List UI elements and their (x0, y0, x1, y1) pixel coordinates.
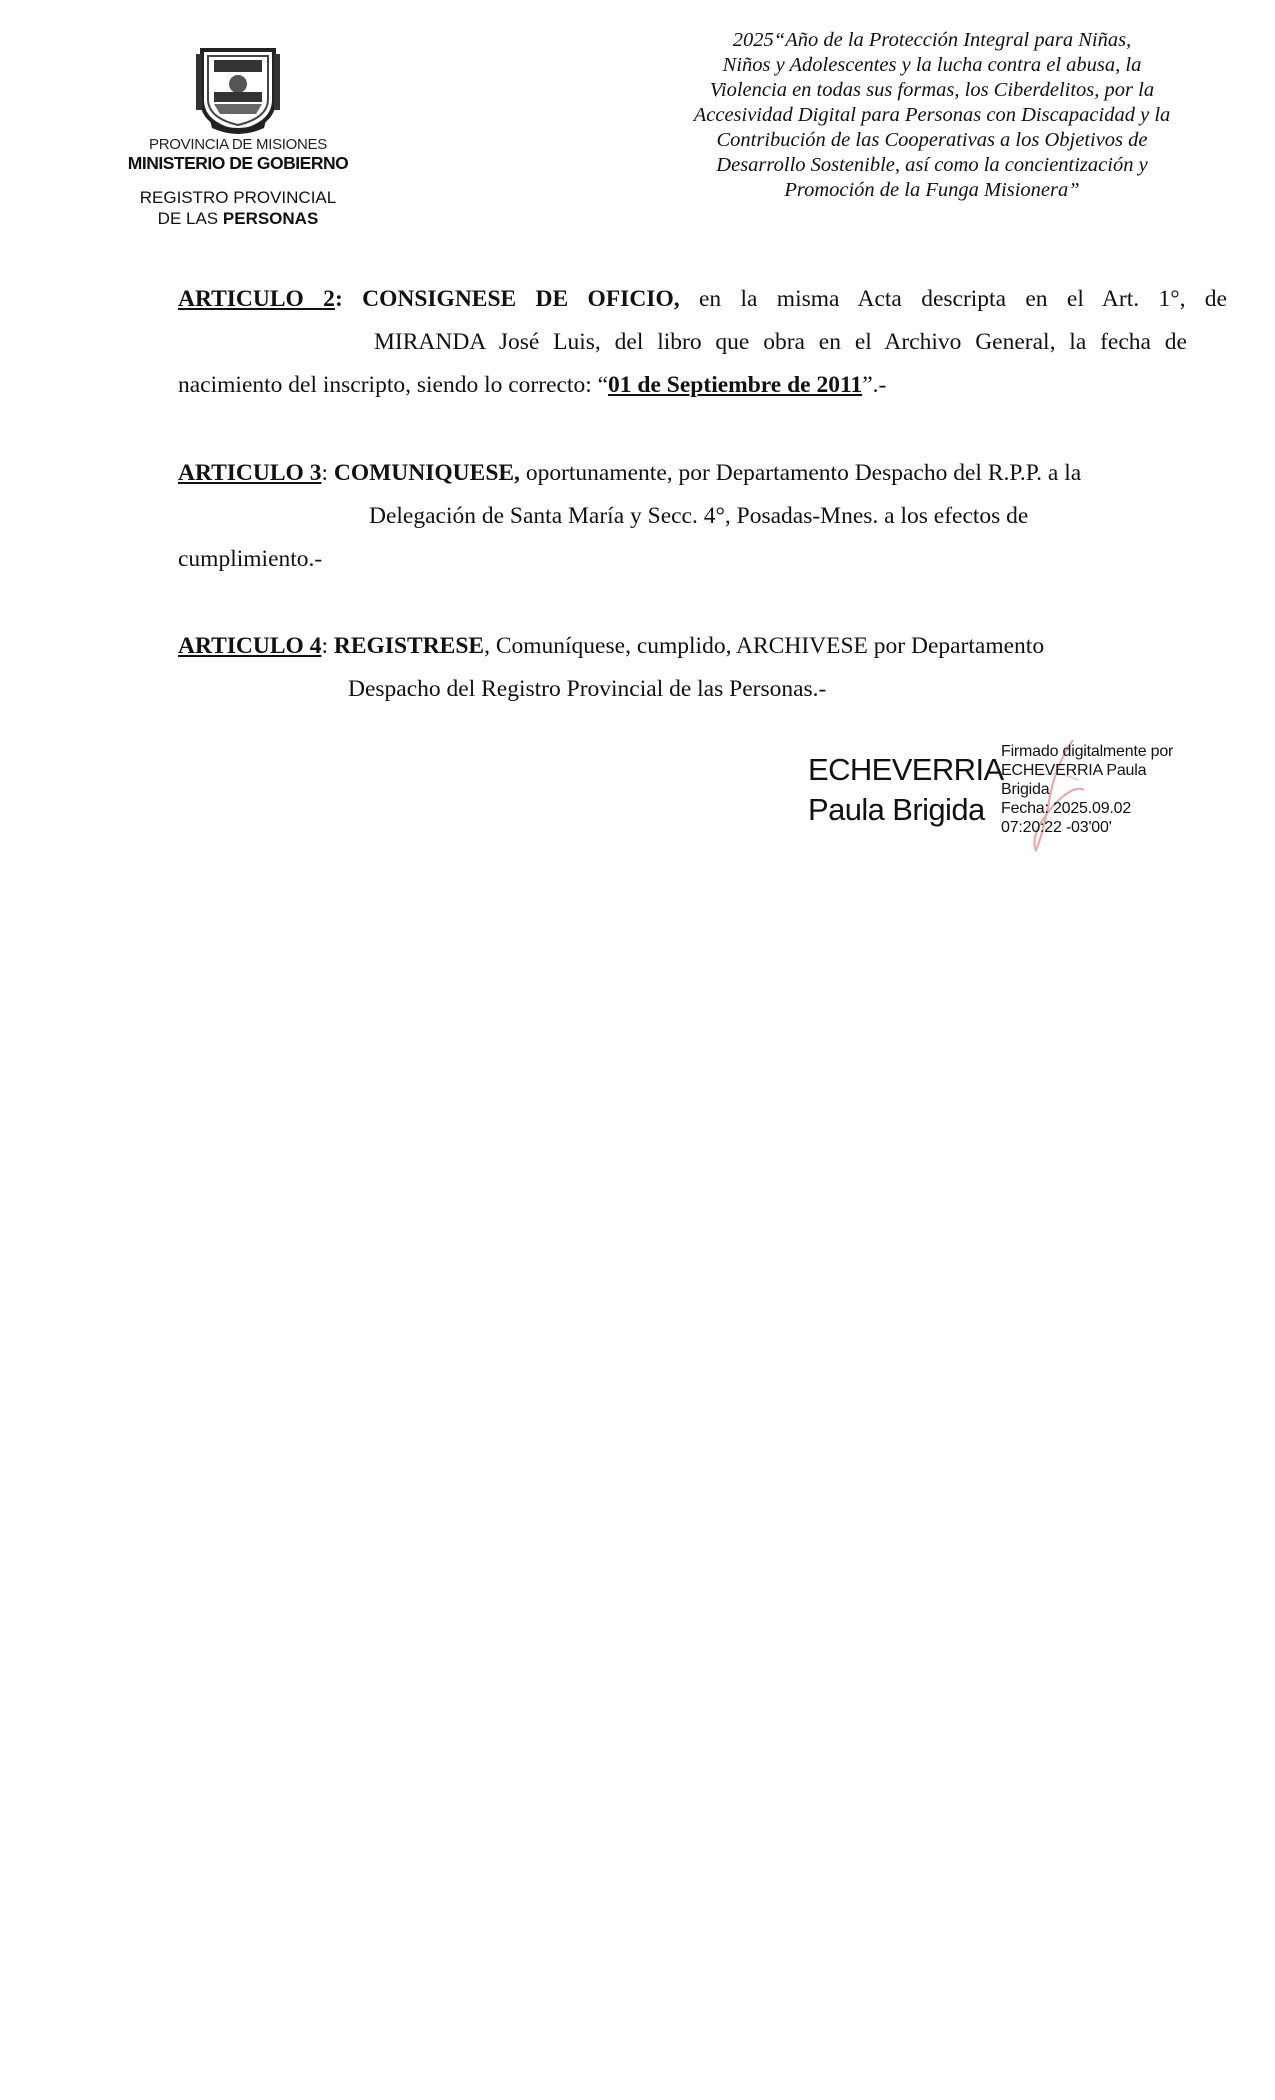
article-3-text-3: cumplimiento.- (178, 546, 323, 572)
motto-line: Accesividad Digital para Personas con Discapacidad y la (693, 104, 1171, 126)
article-4-text-2: Despacho del Registro Provincial de las Personas.- (348, 676, 827, 702)
motto-line: Desarrollo Sostenible, así como la concientización y (716, 154, 1148, 176)
article-4-bold: REGISTRESE (333, 633, 485, 659)
article-2-bold: CONSIGNESE DE OFICIO, (342, 286, 680, 312)
article-2-text: en la misma Acta descripta en el Art. 1°, de (679, 286, 1227, 312)
header-motto (672, 28, 1192, 203)
article-2-date: 01 de Septiembre de 2011 (608, 372, 863, 398)
digital-signature (808, 740, 1228, 860)
article-2-line-1 (178, 278, 1227, 321)
province-name: PROVINCIA DE MISIONES (149, 136, 327, 153)
coat-of-arms-misiones-icon (194, 44, 282, 134)
signature-detail-line: Fecha: 2025.09.02 (1001, 800, 1132, 817)
article-3-line-1 (178, 452, 1081, 495)
article-2-text-3: nacimiento del inscripto, siendo lo correcto: “ (178, 372, 609, 398)
signer-name-line-2: Paula Brigida (808, 792, 985, 827)
article-4-line-1 (178, 625, 1044, 668)
registry-name: REGISTRO PROVINCIAL (139, 188, 337, 207)
article-2-line-3 (178, 364, 886, 407)
article-2-label: ARTICULO 2 (178, 286, 335, 312)
article-4-line-2 (348, 668, 826, 711)
signer-name-line-1: ECHEVERRIA (808, 752, 1004, 787)
registry-name-2 (118, 209, 358, 229)
ministry-name: MINISTERIO DE GOBIERNO (127, 153, 349, 173)
signature-detail-line: Firmado digitalmente por (1001, 743, 1174, 760)
signature-detail-line: 07:20:22 -03'00' (1001, 819, 1112, 836)
article-3-bold: COMUNIQUESE, (333, 460, 520, 486)
motto-line: Violencia en todas sus formas, los Ciberdelitos, por la (709, 79, 1155, 101)
article-3-text: oportunamente, por Departamento Despacho del R.P.P. a la (519, 460, 1082, 486)
article-4-text: , Comuníquese, cumplido, ARCHIVESE por Departamento (484, 633, 1045, 659)
article-3-line-3 (178, 538, 322, 581)
article-3-sep: : (321, 460, 334, 486)
motto-line: 2025“Año de la Protección Integral para Niñas, (732, 29, 1132, 51)
article-2-text-2: MIRANDA José Luis, del libro que obra en el Archivo General, la fecha de (374, 329, 1187, 355)
signer-name (808, 750, 1004, 830)
signature-details (1001, 742, 1173, 837)
signature-detail-line: ECHEVERRIA Paula (1001, 762, 1147, 779)
motto-line: Promoción de la Funga Misionera” (784, 179, 1080, 201)
article-2-text-4: ”.- (862, 372, 887, 398)
article-3-label: ARTICULO 3 (178, 460, 322, 486)
article-4-label: ARTICULO 4 (178, 633, 322, 659)
signature-detail-line: Brigida (1001, 781, 1050, 798)
motto-line: Niños y Adolescentes y la lucha contra el abusa, la (722, 54, 1142, 76)
header-logo (118, 44, 358, 229)
article-3-text-2: Delegación de Santa María y Secc. 4°, Posadas-Mnes. a los efectos de (369, 503, 1029, 529)
article-3-line-2 (369, 495, 1028, 538)
article-2-line-2 (374, 321, 1187, 364)
registry-bold: PERSONAS (222, 209, 319, 228)
article-2-sep: : (334, 286, 343, 312)
article-4-sep: : (321, 633, 334, 659)
registry-prefix: DE LAS (157, 209, 219, 228)
motto-line: Contribución de las Cooperativas a los Objetivos de (716, 129, 1148, 151)
